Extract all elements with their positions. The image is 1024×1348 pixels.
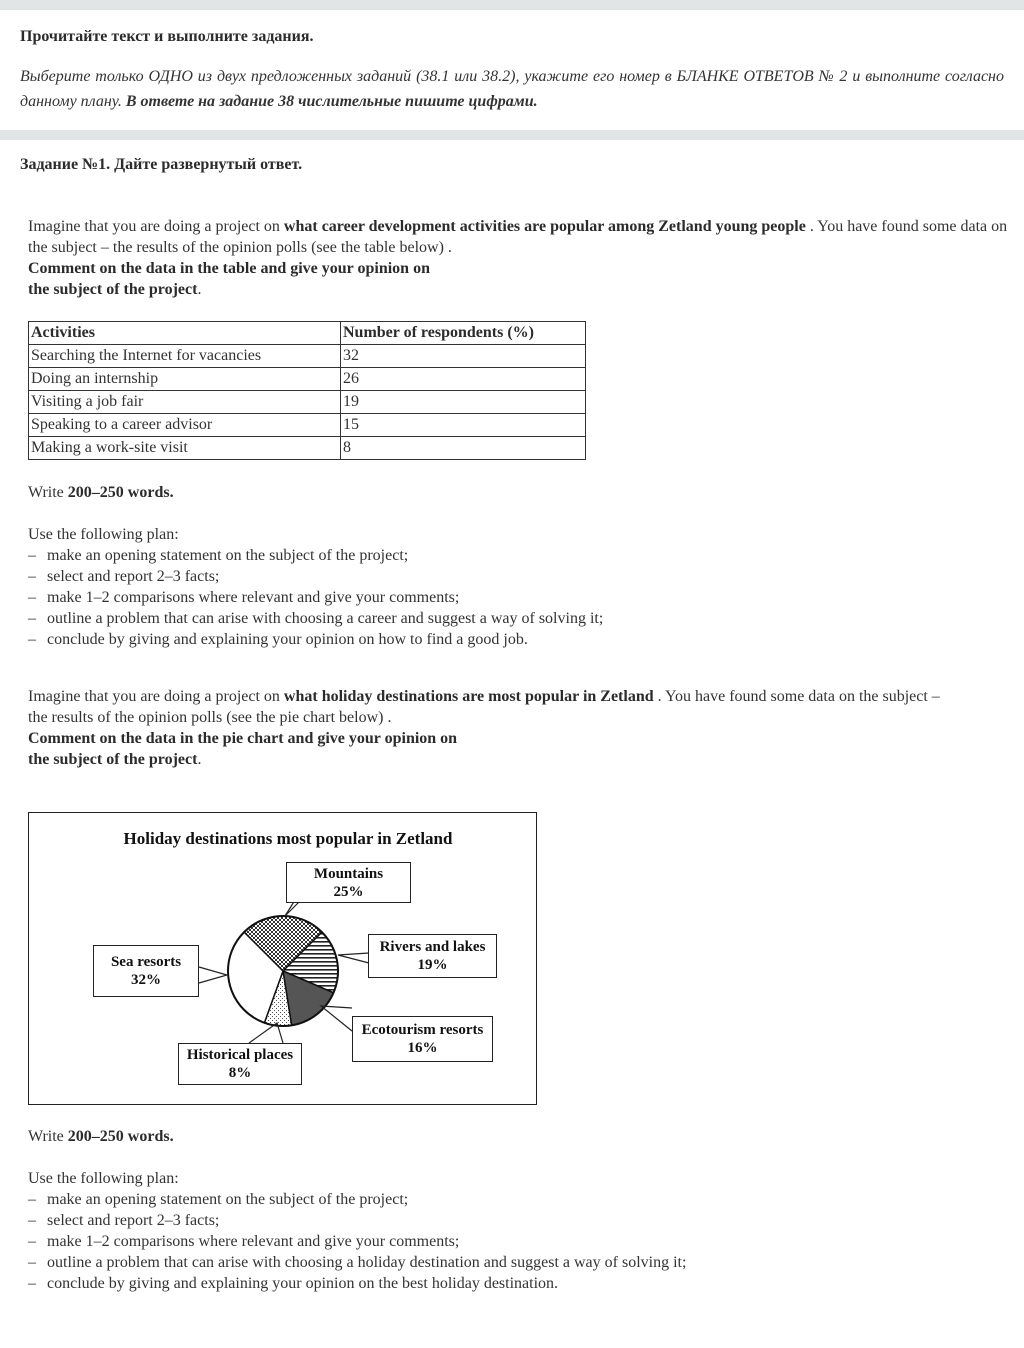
plan-item [28, 566, 1008, 587]
plan-item [28, 1189, 1008, 1210]
plan-item [28, 587, 1008, 608]
dash-bullet: – [28, 1254, 36, 1271]
write-prefix: Write [28, 1128, 68, 1145]
table-header-activities: Activities [29, 322, 341, 345]
dash-bullet: – [28, 610, 36, 627]
task1-intro-rest: . You have found some data on the subject – the results of the opinion polls (see the table below) . [28, 218, 1008, 256]
table-cell-value: 32 [341, 345, 586, 368]
label-historical-value: 8% [228, 1065, 252, 1081]
plan-list [28, 1189, 1008, 1294]
dash-bullet: – [28, 589, 36, 606]
task1-topic: what career development activities are popular among Zetland young people [283, 218, 806, 235]
task2-topic: what holiday destinations are most popular in Zetland [283, 688, 654, 705]
table-cell-value: 15 [341, 414, 586, 437]
plan-item-text: select and report 2–3 facts; [47, 568, 220, 585]
table-cell-value: 19 [341, 391, 586, 414]
label-mountains-name: Mountains [313, 865, 384, 882]
dash-bullet: – [28, 631, 36, 648]
label-historical [178, 1043, 302, 1085]
plan-item-text: make an opening statement on the subject of the project; [47, 547, 409, 564]
table-cell-activity: Making a work-site visit [29, 437, 341, 460]
plan-item-text: outline a problem that can arise with choosing a holiday destination and suggest a way of solving it; [47, 1254, 687, 1271]
table-cell-value: 8 [341, 437, 586, 460]
task1-comment-line1: Comment on the data in the table and give your opinion on [28, 260, 430, 277]
task2-word-count [28, 1126, 1008, 1147]
dash-bullet: – [28, 1233, 36, 1250]
top-divider-band [0, 0, 1024, 10]
task2-intro-text: Imagine that you are doing a project on [28, 688, 284, 705]
table-row [29, 368, 586, 391]
instruction-body: Выберите только ОДНО из двух предложенных заданий (38.1 или 38.2), укажите его номер в БЛАНКЕ ОТВЕТОВ № 2 и выполните согласно данному плану. [20, 68, 1004, 110]
dash-bullet: – [28, 1275, 36, 1292]
plan-item-text: outline a problem that can arise with choosing a career and suggest a way of solving it; [47, 610, 604, 627]
table-row [29, 414, 586, 437]
task1-plan [28, 524, 1008, 650]
plan-item [28, 629, 1008, 650]
plan-title: Use the following plan: [28, 526, 179, 543]
instruction-title: Прочитайте текст и выполните задания. [20, 28, 314, 45]
task1-period: . [197, 281, 202, 298]
table-cell-activity: Visiting a job fair [29, 391, 341, 414]
label-rivers-value: 19% [417, 957, 448, 973]
task2-period: . [197, 751, 202, 768]
dash-bullet: – [28, 1191, 36, 1208]
plan-item-text: make an opening statement on the subject of the project; [47, 1191, 409, 1208]
label-mountains [286, 862, 411, 903]
instruction-bold-note: В ответе на задание 38 числительные пишите цифрами. [125, 93, 538, 110]
table-header-respondents: Number of respondents (%) [341, 322, 586, 345]
label-eco-value: 16% [407, 1040, 438, 1056]
table-row [29, 345, 586, 368]
plan-item-text: make 1–2 comparisons where relevant and give your comments; [47, 1233, 460, 1250]
chart-title: Holiday destinations most popular in Zetland [123, 829, 453, 848]
task1-word-count [28, 482, 1008, 503]
plan-item [28, 545, 1008, 566]
table-cell-activity: Searching the Internet for vacancies [29, 345, 341, 368]
write-prefix: Write [28, 484, 68, 501]
plan-item-text: conclude by giving and explaining your opinion on how to find a good job. [47, 631, 528, 648]
task2-comment-line1: Comment on the data in the pie chart and give your opinion on [28, 730, 458, 747]
pie-chart [28, 812, 537, 1105]
plan-item-text: select and report 2–3 facts; [47, 1212, 220, 1229]
label-rivers-name: Rivers and lakes [379, 939, 486, 955]
dash-bullet: – [28, 1212, 36, 1229]
label-sea-name: Sea resorts [110, 954, 182, 970]
task1-comment-line2: the subject of the project [28, 281, 198, 298]
task2-intro [28, 686, 1008, 770]
task2-plan [28, 1168, 1008, 1294]
plan-item [28, 1231, 1008, 1252]
table-header-row [29, 322, 586, 345]
word-range: 200–250 words. [67, 1128, 174, 1145]
label-mountains-value: 25% [333, 883, 364, 900]
label-sea-resorts [93, 945, 199, 997]
table-cell-value: 26 [341, 368, 586, 391]
label-rivers-lakes [368, 934, 497, 978]
plan-title: Use the following plan: [28, 1170, 179, 1187]
task1-intro [28, 216, 1008, 300]
plan-item [28, 608, 1008, 629]
section-divider-band [0, 130, 1024, 140]
label-ecotourism [352, 1016, 493, 1062]
label-historical-name: Historical places [186, 1047, 294, 1063]
task1-intro-text: Imagine that you are doing a project on [28, 218, 284, 235]
dash-bullet: – [28, 568, 36, 585]
label-sea-value: 32% [131, 972, 161, 988]
table-cell-activity: Speaking to a career advisor [29, 414, 341, 437]
task-title: Задание №1. Дайте развернутый ответ. [20, 156, 303, 173]
label-eco-name: Ecotourism resorts [361, 1022, 484, 1038]
plan-item [28, 1273, 1008, 1294]
activities-table [28, 321, 586, 460]
plan-item [28, 1210, 1008, 1231]
task2-intro-rest: . You have found some data on the subject – [653, 688, 940, 705]
word-range: 200–250 words. [67, 484, 174, 501]
dash-bullet: – [28, 547, 36, 564]
table-row [29, 437, 586, 460]
task2-intro-line2: the results of the opinion polls (see the pie chart below) . [28, 709, 392, 726]
plan-item-text: make 1–2 comparisons where relevant and give your comments; [47, 589, 460, 606]
plan-item [28, 1252, 1008, 1273]
task2-comment-line2: the subject of the project [28, 751, 198, 768]
table-row [29, 391, 586, 414]
instruction-text [20, 64, 1004, 114]
table-cell-activity: Doing an internship [29, 368, 341, 391]
plan-item-text: conclude by giving and explaining your opinion on the best holiday destination. [47, 1275, 559, 1292]
plan-list [28, 545, 1008, 650]
